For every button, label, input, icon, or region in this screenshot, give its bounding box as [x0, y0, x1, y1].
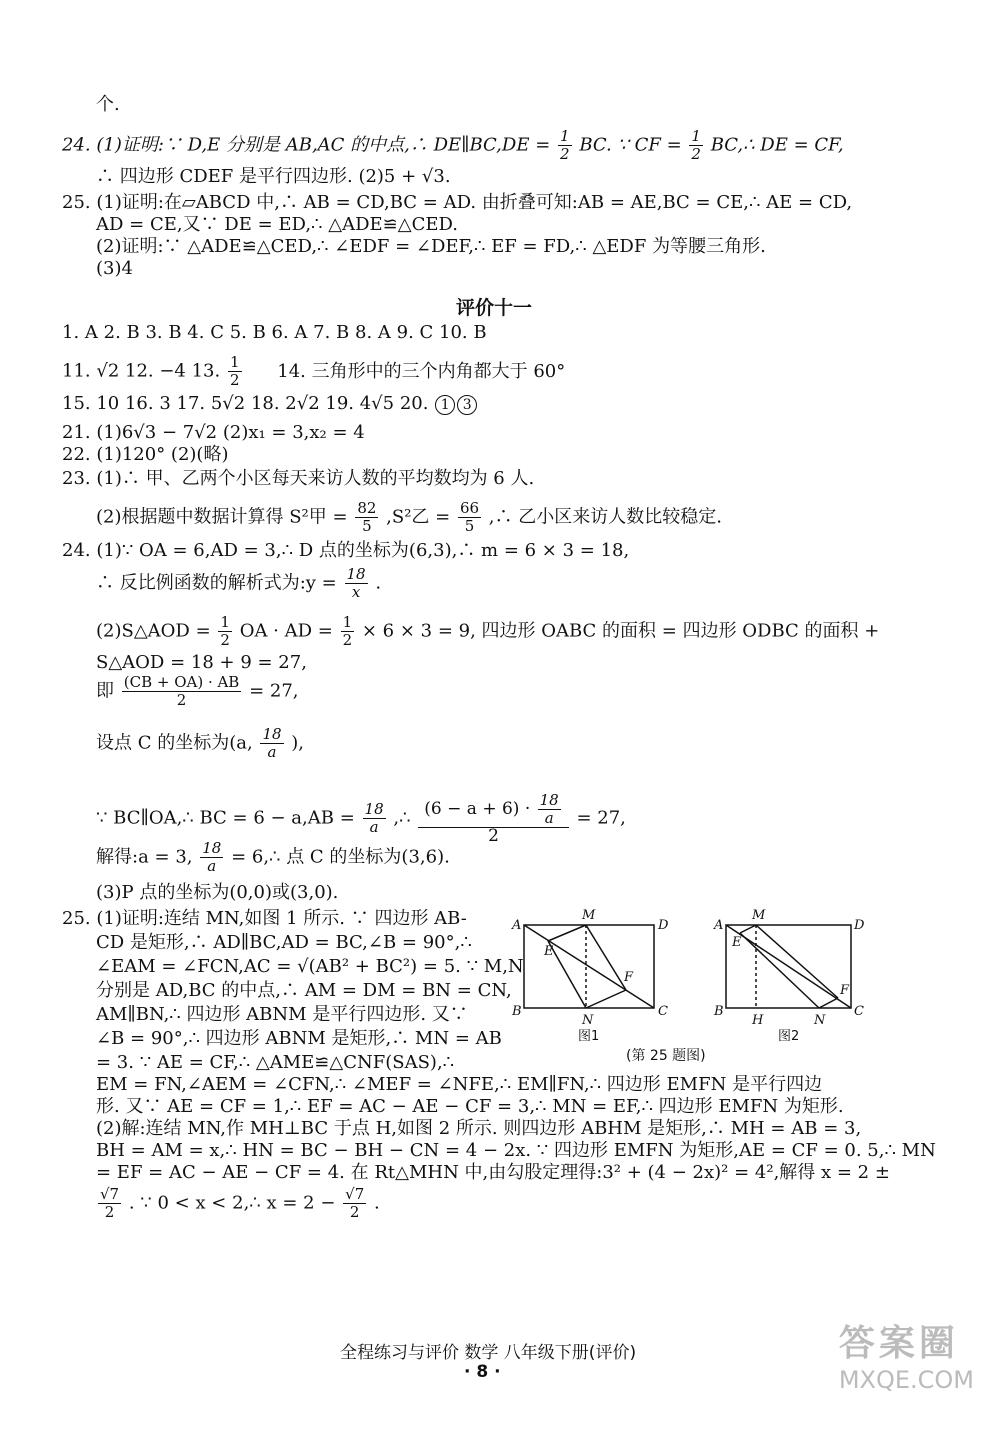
- figure-caption: (第 25 题图): [626, 1048, 706, 1064]
- ans-25-line2: AD = CE,又∵ DE = ED,∴ △ADE≌△CED.: [96, 214, 458, 235]
- q21: 21. (1)6√3 − 7√2 (2)x₁ = 3,x₂ = 4: [62, 422, 365, 443]
- geometry-figures: [508, 900, 868, 1065]
- figure-1: [524, 925, 654, 1008]
- q25-line6: ∠B = 90°,∴ 四边形 ABNM 是矩形,∴ MN = AB: [96, 1028, 502, 1049]
- ans-25-line4: (3)4: [96, 258, 133, 279]
- footer-book: 全程练习与评价 数学 八年级下册(评价): [340, 1343, 637, 1363]
- q25-line4: 分别是 AD,BC 的中点,∴ AM = DM = BN = CN,: [96, 980, 512, 1001]
- fig2-label-m: M: [752, 908, 766, 923]
- q24-line2: ∴ 反比例函数的解析式为:y = $\frac{18}{x}$ .: [96, 565, 382, 601]
- fig1-caption: 图1: [578, 1029, 600, 1044]
- frac-half-2: $\frac{1}{2}$: [691, 127, 701, 163]
- q24-line3: (2)S△AOD = $\frac{1}{2}$ OA · AD = $\frac{1}{2}$ × 6 × 3 = 9, 四边形 OABC 的面积 = 四边形 ODBC 的面积 +: [96, 613, 880, 649]
- mc-answers: 1. A 2. B 3. B 4. C 5. B 6. A 7. B 8. A 9. C 10. B: [62, 322, 487, 343]
- watermark-bottom: MXQE.COM: [838, 1366, 974, 1394]
- frac-half-3: $\frac{1}{2}$: [220, 613, 230, 649]
- q25-line9: 形. 又∵ AE = CF = 1,∴ EF = AC − AE − CF = 3,∴ MN = EF,∴ 四边形 EMFN 为矩形.: [96, 1096, 844, 1117]
- ans-25-line1: 25. (1)证明:在▱ABCD 中,∴ AB = CD,BC = AD. 由折叠可知:AB = AE,BC = CE,∴ AE = CD,: [62, 192, 853, 213]
- fig2-label-n: N: [814, 1013, 826, 1028]
- ans-25-line3: (2)证明:∵ △ADE≌△CED,∴ ∠EDF = ∠DEF,∴ EF = FD,∴ △EDF 为等腰三角形.: [96, 236, 766, 257]
- q24-line4: S△AOD = 18 + 9 = 27,: [96, 652, 307, 673]
- q25-line13: $\frac{√7}{2}$ . ∵ 0 < x < 2,∴ x = 2 − $\frac{√7}{2}$ .: [100, 1185, 380, 1221]
- section-title: 评价十一: [456, 297, 533, 319]
- ans-24-line2: ∴ 四边形 CDEF 是平行四边形. (2)5 + √3.: [96, 166, 451, 187]
- q24-line7: ∵ BC∥OA,∴ BC = 6 − a,AB = $\frac{18}{a}$ ,∴ (6 − a + 6) · $\frac{18}{a}$ 2 = 27,: [96, 791, 626, 846]
- ans-24-line1: 24. (1)证明:∵ D,E 分别是 AB,AC 的中点,∴ DE∥BC,DE = $\frac{1}{2}$ BC. ∵ CF = $\frac{1}{2}$ BC,∴ DE = CF,: [62, 127, 844, 163]
- q23-line2: (2)根据题中数据计算得 S²甲 = $\frac{82}{5}$ ,S²乙 = $\frac{66}{5}$ ,∴ 乙小区来访人数比较稳定.: [96, 499, 722, 535]
- frac-66-5: $\frac{66}{5}$: [459, 499, 480, 535]
- q24-line9: (3)P 点的坐标为(0,0)或(3,0).: [96, 882, 339, 903]
- fig1-label-f: F: [624, 970, 634, 985]
- q23-line1: 23. (1)∴ 甲、乙两个小区每天来访人数的平均数均为 6 人.: [62, 468, 535, 489]
- fig2-label-a: A: [714, 918, 724, 933]
- fig2-label-c: C: [854, 1004, 864, 1019]
- q25-line1: 25. (1)证明:连结 MN,如图 1 所示. ∵ 四边形 AB-: [62, 908, 467, 929]
- figure-2: [726, 925, 851, 1008]
- fig1-label-c: C: [658, 1004, 668, 1019]
- q25-line12: = EF = AC − AE − CF = 4. 在 Rt△MHN 中,由勾股定理得:3² + (4 − 2x)² = 4²,解得 x = 2 ±: [96, 1162, 890, 1183]
- frac-18-x: $\frac{18}{x}$: [346, 565, 366, 601]
- frac-half-1: $\frac{1}{2}$: [560, 127, 570, 163]
- frac-82-5: $\frac{82}{5}$: [357, 499, 377, 535]
- frac-sqrt7-2: $\frac{√7}{2}$: [345, 1185, 365, 1221]
- fig1-label-m: M: [582, 908, 596, 923]
- q25-line5: AM∥BN,∴ 四边形 ABNM 是平行四边形. 又∵: [96, 1004, 468, 1025]
- frac-area: $\frac{(CB + OA) \cdot AB}{2}$: [123, 673, 240, 709]
- fig1-label-a: A: [512, 918, 522, 933]
- fig2-label-b: B: [714, 1004, 724, 1019]
- watermark-top: 答案圈: [838, 1323, 959, 1364]
- frac-q13: $\frac{1}{2}$: [229, 353, 240, 389]
- q25-line7: = 3. ∵ AE = CF,∴ △AME≌△CNF(SAS),∴: [96, 1052, 455, 1073]
- q22: 22. (1)120° (2)(略): [62, 444, 229, 465]
- fig1-label-e: E: [544, 944, 554, 959]
- q11-14: 11. √2 12. −4 13. $\frac{1}{2}$ 14. 三角形中的三个内角都大于 60°: [62, 353, 566, 389]
- circled-one: 1: [435, 395, 455, 415]
- q24-line1: 24. (1)∵ OA = 6,AD = 3,∴ D 点的坐标为(6,3),∴ m = 6 × 3 = 18,: [62, 540, 630, 561]
- q25-line11: BH = AM = x,∴ HN = BC − BH − CN = 4 − 2x. ∵ 四边形 EMFN 为矩形,AE = CF = 0. 5,∴ MN: [96, 1140, 936, 1161]
- frac-18-a-2: $\frac{18}{a}$: [364, 800, 384, 836]
- fig2-caption: 图2: [778, 1029, 800, 1044]
- q24-line8: 解得:a = 3, $\frac{18}{a}$ = 6,∴ 点 C 的坐标为(3,6).: [96, 839, 450, 875]
- fig1-label-n: N: [582, 1013, 594, 1028]
- q15-20: 15. 10 16. 3 17. 5√2 18. 2√2 19. 4√5 20. 1 3: [62, 393, 478, 415]
- frac-sqrt7-1: $\frac{√7}{2}$: [100, 1185, 120, 1221]
- frac-big: (6 − a + 6) · $\frac{18}{a}$ 2: [418, 792, 568, 845]
- fig2-label-h: H: [752, 1013, 764, 1028]
- fig1-label-d: D: [658, 918, 669, 933]
- line-ge: 个.: [96, 94, 120, 115]
- frac-18-a-3: $\frac{18}{a}$: [202, 839, 222, 875]
- watermark: [839, 1315, 974, 1394]
- q24-line6: 设点 C 的坐标为(a, $\frac{18}{a}$ ),: [96, 725, 305, 761]
- q25-line10: (2)解:连结 MN,作 MH⊥BC 于点 H,如图 2 所示. 则四边形 ABHM 是矩形,∴ MH = AB = 3,: [96, 1118, 862, 1139]
- frac-half-4: $\frac{1}{2}$: [342, 613, 353, 649]
- footer-page: · 8 ·: [464, 1362, 501, 1382]
- fig2-label-d: D: [854, 918, 865, 933]
- fig2-label-f: F: [840, 983, 850, 998]
- circled-three: 3: [457, 395, 477, 415]
- fig1-label-b: B: [512, 1004, 522, 1019]
- frac-18-a-1: $\frac{18}{a}$: [262, 725, 282, 761]
- q25-line3: ∠EAM = ∠FCN,AC = √(AB² + BC²) = 5. ∵ M,N: [96, 956, 524, 977]
- q25-line8: EM = FN,∠AEM = ∠CFN,∴ ∠MEF = ∠NFE,∴ EM∥FN,∴ 四边形 EMFN 是平行四边: [96, 1074, 823, 1095]
- q25-line2: CD 是矩形,∴ AD∥BC,AD = BC,∠B = 90°,∴: [96, 932, 472, 953]
- frac-18-a-inner: $\frac{18}{a}$: [539, 791, 559, 827]
- fig2-label-e: E: [732, 935, 742, 950]
- q24-line5: 即 $\frac{(CB + OA) \cdot AB}{2}$ = 27,: [96, 673, 299, 709]
